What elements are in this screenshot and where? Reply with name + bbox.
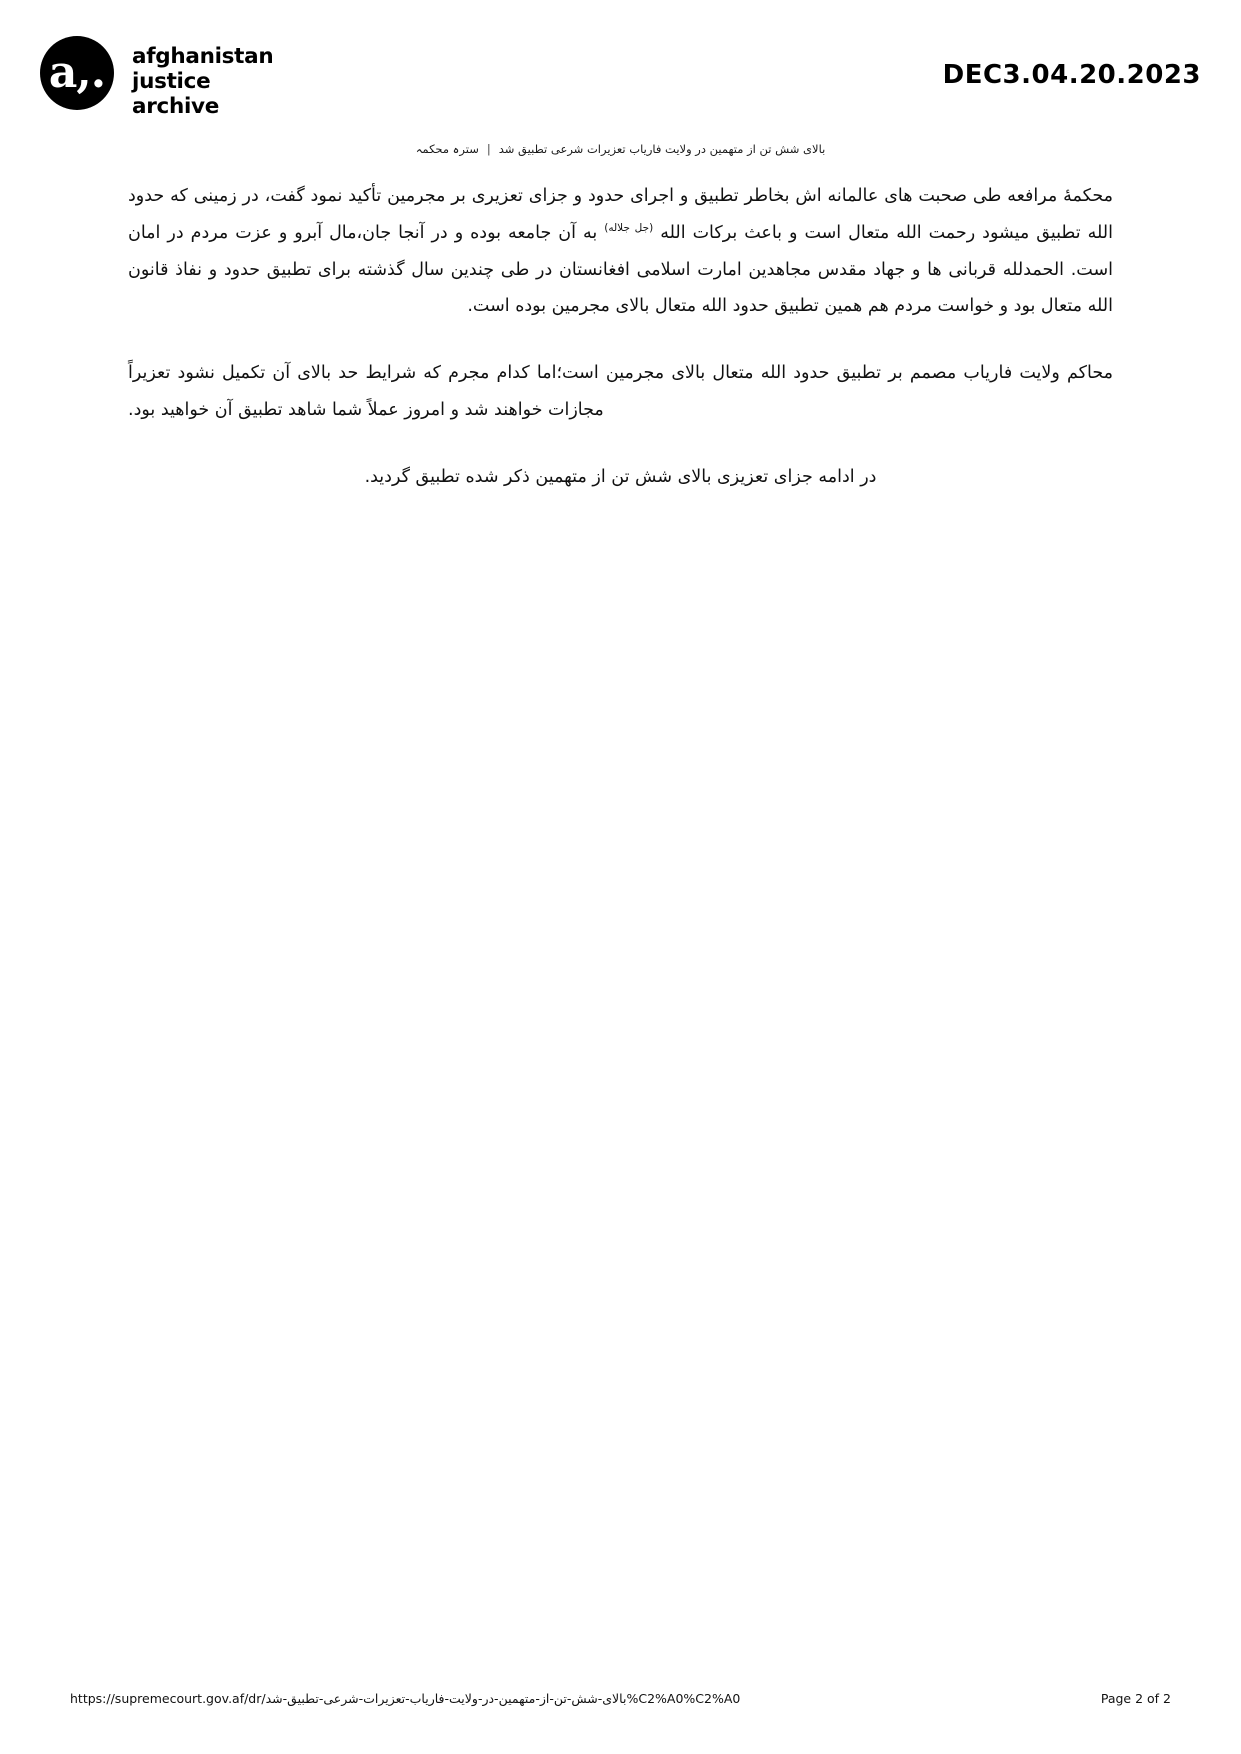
source-url[interactable]: https://supremecourt.gov.af/dr/بالای-شش-تن-از-متهمین-در-ولایت-فاریاب-تعزیرات-شرعی-تطبیق-شد%C2%A0%C2%A0 bbox=[70, 1691, 741, 1706]
breadcrumb-separator: | bbox=[486, 142, 491, 156]
breadcrumb-title: بالای شش تن از متهمین در ولایت فاریاب تعزیرات شرعی تطبیق شد bbox=[498, 142, 826, 156]
aja-logo-icon bbox=[40, 32, 122, 114]
body-paragraph-1-text-b: به آن جامعه بوده و در آنجا جان،مال آبرو و عزت مردم در امان است. الحمدلله قربانی ها و جهاد مقدس مجاهدین امارت اسلامی افغانستان در طی چندین سال گذشته برای تطبیق حدود و نفاذ قانون الله متعال بود و خواست مردم هم همین تطبیق حدود الله متعال بالای مجرمین بوده است. bbox=[128, 222, 1113, 317]
divine-honorific: (جل جلاله) bbox=[604, 221, 654, 234]
document-header bbox=[40, 32, 1201, 122]
logo-wordmark-line-2: justice bbox=[132, 69, 211, 95]
breadcrumb-source: سترہ محکمہ bbox=[415, 142, 479, 156]
logo-wordmark-line-3: archive bbox=[132, 94, 220, 120]
body-paragraph-1 bbox=[128, 178, 1113, 325]
logo-wordmark bbox=[132, 44, 273, 119]
body-paragraph-1-text-a: محکمۀ مرافعه طی صحبت های عالمانه اش بخاطر تطبیق و اجرای حدود و جزای تعزیری بر مجرمین تأکید نمود گفت، در زمینی که حدود الله تطبیق میشود رحمت الله متعال است و باعث برکات الله bbox=[128, 186, 1113, 243]
logo-monogram: a,. bbox=[48, 47, 106, 98]
organization-logo bbox=[40, 32, 273, 119]
page-number: Page 2 of 2 bbox=[1100, 1691, 1171, 1706]
document-code: DEC3.04.20.2023 bbox=[942, 60, 1201, 90]
document-footer bbox=[70, 1691, 1171, 1706]
document-body bbox=[128, 178, 1113, 495]
logo-wordmark-line-1: afghanistan bbox=[132, 44, 274, 69]
breadcrumb bbox=[0, 142, 1241, 156]
body-paragraph-3: در ادامه جزای تعزیزی بالای شش تن از متهمین ذکر شده تطبیق گردید. bbox=[364, 466, 877, 487]
body-paragraph-2: محاکم ولایت فاریاب مصمم بر تطبیق حدود الله متعال بالای مجرمین است؛اما کدام مجرم که شرایط حد بالای آن تکمیل نشود تعزیراً مجازات خواهند شد و امروز عملاً شما شاهد تطبیق آن خواهید بود. bbox=[128, 363, 1113, 420]
